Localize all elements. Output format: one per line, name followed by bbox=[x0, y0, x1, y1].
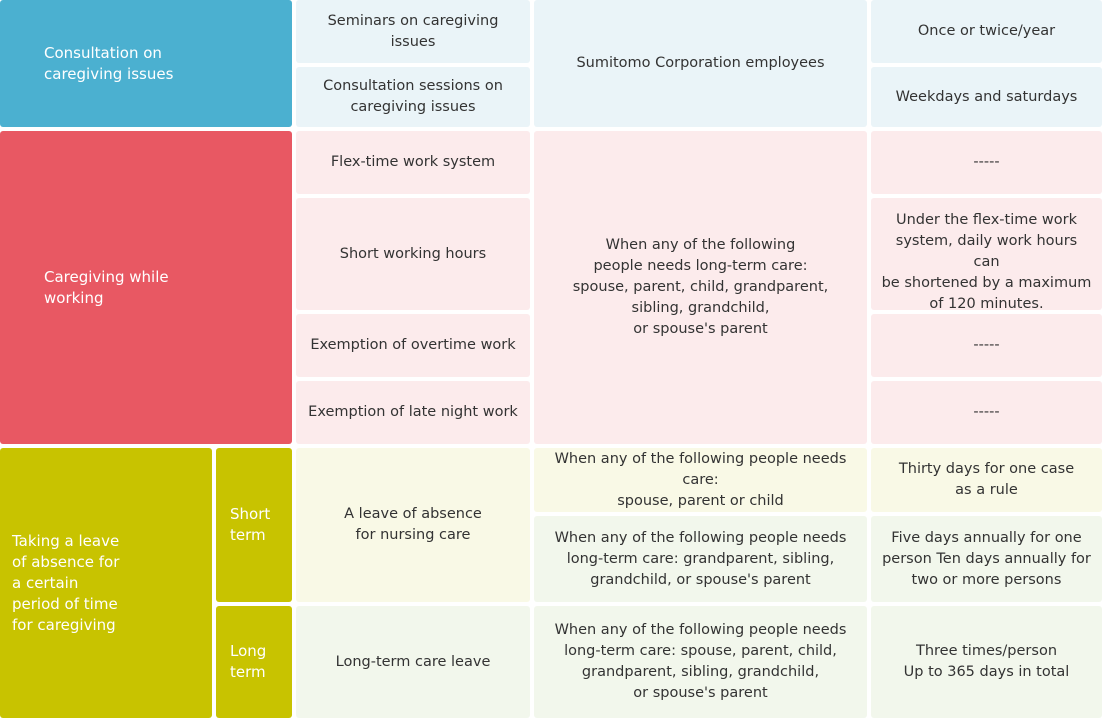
subcategory-long-term: Long term bbox=[216, 606, 292, 718]
category-working: Caregiving while working bbox=[0, 131, 292, 444]
detail-long-term: Three times/person Up to 365 days in total bbox=[871, 606, 1102, 718]
item-nursing-care-leave: A leave of absence for nursing care bbox=[296, 448, 530, 602]
detail-short-term-1: Thirty days for one case as a rule bbox=[871, 448, 1102, 512]
item-late-night-exemption: Exemption of late night work bbox=[296, 381, 530, 444]
item-long-term-care-leave: Long-term care leave bbox=[296, 606, 530, 718]
detail-consultation-sessions: Weekdays and saturdays bbox=[871, 67, 1102, 127]
item-consultation-sessions: Consultation sessions on caregiving issues bbox=[296, 67, 530, 127]
item-seminars: Seminars on caregiving issues bbox=[296, 0, 530, 63]
detail-short-term-2: Five days annually for one person Ten days annually for two or more persons bbox=[871, 516, 1102, 602]
eligibility-working: When any of the following people needs long-term care: spouse, parent, child, grandparent, sibling, grandchild, or spouse's parent bbox=[534, 131, 867, 444]
detail-seminars: Once or twice/year bbox=[871, 0, 1102, 63]
subcategory-short-term: Short term bbox=[216, 448, 292, 602]
item-short-hours: Short working hours bbox=[296, 198, 530, 310]
eligibility-long-term: When any of the following people needs long-term care: spouse, parent, child, grandparent, sibling, grandchild, or spouse's parent bbox=[534, 606, 867, 718]
eligibility-consultation: Sumitomo Corporation employees bbox=[534, 0, 867, 127]
detail-overtime-exemption: ----- bbox=[871, 314, 1102, 377]
detail-late-night-exemption: ----- bbox=[871, 381, 1102, 444]
item-flex-time: Flex-time work system bbox=[296, 131, 530, 194]
detail-flex-time: ----- bbox=[871, 131, 1102, 194]
item-overtime-exemption: Exemption of overtime work bbox=[296, 314, 530, 377]
category-consultation: Consultation on caregiving issues bbox=[0, 0, 292, 127]
detail-short-hours: Under the flex-time work system, daily work hours can be shortened by a maximum of 120 minutes. bbox=[871, 198, 1102, 310]
eligibility-short-term-1: When any of the following people needs care: spouse, parent or child bbox=[534, 448, 867, 512]
eligibility-short-term-2: When any of the following people needs long-term care: grandparent, sibling, grandchild, or spouse's parent bbox=[534, 516, 867, 602]
category-leave: Taking a leave of absence for a certain period of time for caregiving bbox=[0, 448, 212, 718]
